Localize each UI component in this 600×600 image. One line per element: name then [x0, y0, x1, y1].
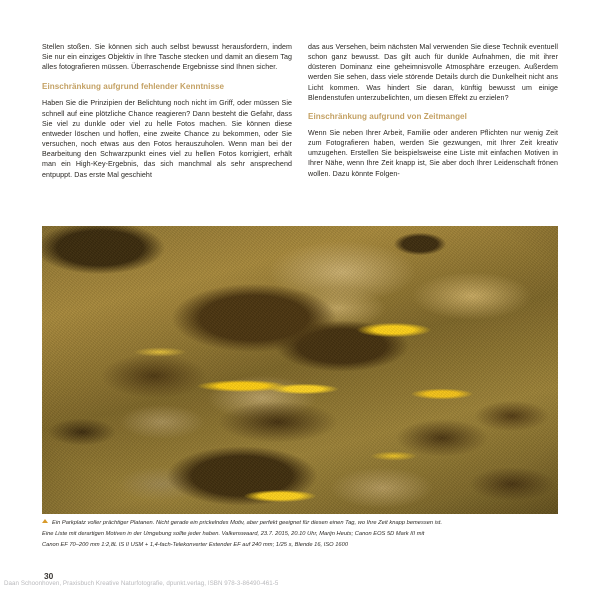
figure-photograph — [42, 226, 558, 514]
paragraph-left-2: Haben Sie die Prinzipien der Belichtung noch nicht im Griff, oder müssen Sie schnell auf eine plötzliche Chance reagieren? Dann besteht die Gefahr, dass Sie viel zu dunkle oder viel zu helle Fotos machen. Sie können diese entweder löschen und hoffen, eine zweite Chance zu bekommen, oder Sie versuchen, noch etwas aus den Fotos herauszuholen. Wenn man bei der Bearbeitung den Schwarzpunkt eines viel zu hellen Fotos korrigiert, erhält man ein High-Key-Ergebnis, das sich manchmal als sehr ansprechend entpuppt. Das erste Mal geschieht — [42, 99, 292, 179]
figure-caption — [42, 518, 562, 551]
paragraph-left-1: Stellen stoßen. Sie können sich auch selbst bewusst herausfordern, indem Sie nur ein einziges Objektiv in Ihre Tasche stecken und damit an diesem Tag alles fotografieren müssen. Überraschende Ergebnisse sind Ihnen sicher. — [42, 43, 292, 72]
caption-line-1-wrap — [42, 518, 562, 529]
text-columns — [42, 42, 558, 180]
column-left — [42, 42, 292, 180]
page-number: 30 — [44, 571, 54, 581]
section-heading-fehlende-kenntnisse: Einschränkung aufgrund fehlender Kenntnisse — [42, 82, 225, 92]
caption-line-1: Ein Parkplatz voller prächtiger Platanen. Nicht gerade ein prickelndes Motiv, aber perfekt geeignet für diesen einen Tag, wo Ihre Zeit knapp bemessen ist. — [52, 520, 443, 526]
paragraph-right-1: das aus Versehen, beim nächsten Mal verwenden Sie diese Technik eventuell schon ganz bewusst. Das gilt auch für dunkle Aufnahmen, die mit ihrer düsteren Dominanz eine geheimnisvolle Atmosphäre erzeugen. Außerdem werden Sie sehen, dass viele störende Details durch die Dunkelheit nicht ans Licht kommen. Was hindert Sie daran, künftig bewusst um einige Blendenstufen unterzubelichten, um diesen Effekt zu erzielen? — [308, 43, 558, 102]
caption-triangle-marker-icon — [42, 519, 48, 523]
photo-vignette-overlay — [42, 226, 558, 514]
column-right — [308, 42, 558, 180]
caption-line-2: Eine Liste mit derartigen Motiven in der Umgebung sollte jeder haben. Valkenswaard, 23.7. 2015, 20.10 Uhr, Marijn Heuts; Canon EOS 5D Mark III mit — [42, 531, 425, 538]
caption-line-3: Canon EF 70–200 mm 1:2,8L IS II USM + 1,4-fach-Telekonverter Extender EF auf 240 mm; 1/25 s, Blende 16, ISO 1600 — [42, 542, 349, 549]
section-heading-zeitmangel: Einschränkung aufgrund von Zeitmangel — [308, 111, 467, 121]
book-credit-watermark: Daan Schoonhoven, Praxisbuch Kreative Naturfotografie, dpunkt.verlag, ISBN 978-3-86490-461-5 — [4, 580, 279, 587]
paragraph-right-2: Wenn Sie neben Ihrer Arbeit, Familie oder anderen Pflichten nur wenig Zeit zum Fotografieren haben, werden Sie gezwungen, mit Ihrer Zeit kreativ umzugehen. Erstellen Sie beispielsweise eine Liste mit einfachen Motiven in Ihrer Nähe, wenn Ihre Zeit knapp ist, Sie aber doch Ihrer Leidenschaft frönen wollen. Dazu könnte Folgen- — [308, 128, 558, 178]
page-footer — [0, 571, 600, 600]
